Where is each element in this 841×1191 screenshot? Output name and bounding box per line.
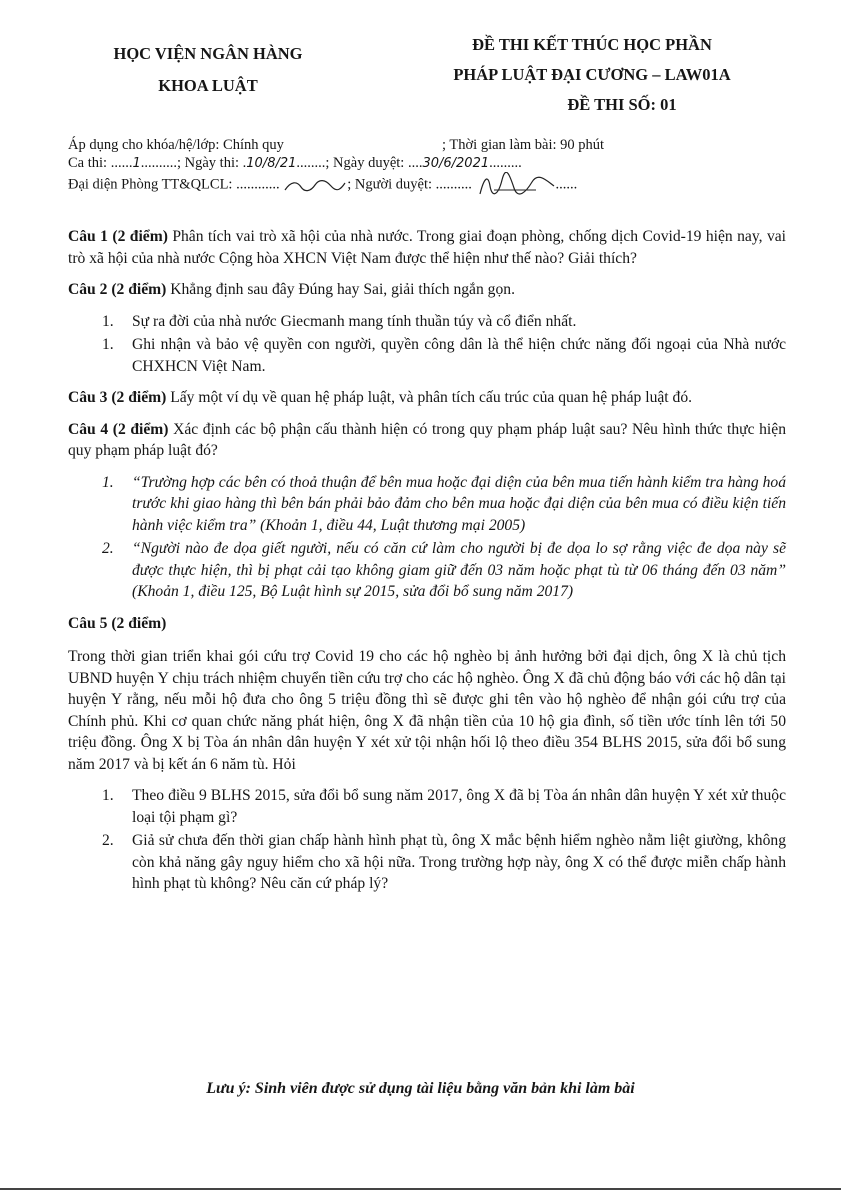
shift-suffix: ..........; Ngày thi: .: [140, 155, 247, 171]
question-5-item: [68, 785, 786, 828]
course-title: PHÁP LUẬT ĐẠI CƯƠNG – LAW01A: [453, 65, 731, 84]
duration-label: ; Thời gian làm bài: 90 phút: [442, 137, 605, 153]
question-4-item: [68, 538, 786, 603]
question-5-item: [68, 830, 786, 895]
question-4-text: Xác định các bộ phận cấu thành hiện có trong quy phạm pháp luật sau? Nêu hình thức thực hiện quy phạm pháp luật đó?: [68, 420, 786, 459]
apply-label: Áp dụng cho khóa/hệ/lớp: Chính quy: [68, 137, 284, 153]
approver-signature: [476, 172, 556, 198]
header-right: [392, 30, 792, 120]
approve-date-value: 30/6/2021: [422, 156, 490, 171]
item-number: 2.: [102, 540, 114, 557]
shift-value: 1: [132, 156, 141, 171]
question-1: [68, 226, 786, 269]
item-number: 1.: [102, 336, 114, 353]
item-text: “Trường hợp các bên có thoả thuận để bên mua hoặc đại diện của bên mua tiến hành kiểm tra hàng hoá trước khi giao hàng thì bên bán phải bảo đảm cho bên mua hoặc đại diện của bên mua có điều kiện tiến hành việc kiểm tra” (Khoản 1, điều 44, Luật thương mại 2005): [132, 473, 786, 534]
faculty-name: KHOA LUẬT: [158, 76, 258, 95]
exam-body: [68, 226, 786, 905]
question-3-text: Lấy một ví dụ về quan hệ pháp luật, và phân tích cấu trúc của quan hệ pháp luật đó.: [166, 389, 693, 406]
item-text: Theo điều 9 BLHS 2015, sửa đổi bổ sung năm 2017, ông X đã bị Tòa án nhân dân huyện Y xét xử thuộc loại tội phạm gì?: [132, 787, 786, 826]
question-2-item: [68, 334, 786, 377]
question-3: [68, 387, 786, 409]
header-left: [88, 38, 328, 102]
question-2-title: Câu 2 (2 điểm): [68, 281, 167, 298]
exam-title: ĐỀ THI KẾT THÚC HỌC PHẦN: [472, 35, 712, 54]
footer-note: Lưu ý: Sinh viên được sử dụng tài liệu bằng văn bản khi làm bài: [206, 1080, 635, 1097]
question-1-text: Phân tích vai trò xã hội của nhà nước. Trong giai đoạn phòng, chống dịch Covid-19 hiện nay, vai trò xã hội của nhà nước Cộng hòa XHCN Việt Nam được thể hiện như thế nào? Giải thích?: [68, 228, 786, 267]
item-number: 1.: [102, 787, 114, 804]
exam-meta: [68, 136, 605, 193]
item-text: “Người nào đe dọa giết người, nếu có căn cứ làm cho người bị đe dọa lo sợ rằng việc đe dọa này sẽ được thực hiện, thì bị phạt cải tạo không giam giữ đến 03 năm hoặc phạt tù từ 06 tháng đến 03 năm” (Khoản 1, điều 125, Bộ Luật hình sự 2015, sửa đổi bổ sung năm 2017): [132, 540, 786, 600]
question-2-text: Khẳng định sau đây Đúng hay Sai, giải thích ngắn gọn.: [166, 281, 515, 298]
item-text: Giả sử chưa đến thời gian chấp hành hình phạt tù, ông X mắc bệnh hiểm nghèo nằm liệt giường, không còn khả năng gây nguy hiểm cho xã hội nữa. Trong trường hợp này, ông X có thể được miễn chấp hành hình phạt tù không? Nêu căn cứ pháp lý?: [132, 832, 786, 892]
shift-prefix: Ca thi: ......: [68, 155, 133, 171]
rep-label: Đại diện Phòng TT&QLCL: ............: [68, 176, 280, 193]
question-4: [68, 419, 786, 462]
page-bottom-edge: [0, 1188, 841, 1190]
approve-date-suffix: .........: [489, 155, 522, 171]
approver-suffix: ......: [555, 176, 578, 193]
question-3-title: Câu 3 (2 điểm): [68, 389, 167, 406]
question-5-list: [68, 785, 786, 895]
rep-suffix: ; Người duyệt: ..........: [347, 176, 472, 193]
question-4-item: [68, 472, 786, 537]
exam-date-suffix: ........; Ngày duyệt: ....: [296, 155, 423, 171]
exam-code: ĐỀ THI SỐ: 01: [567, 95, 677, 114]
institution-name: HỌC VIỆN NGÂN HÀNG: [113, 44, 303, 63]
question-4-list: [68, 472, 786, 603]
question-1-title: Câu 1 (2 điểm): [68, 228, 168, 245]
meta-row-rep: [68, 172, 578, 193]
question-2-list: [68, 311, 786, 378]
question-2: [68, 279, 786, 301]
question-4-title: Câu 4 (2 điểm): [68, 420, 169, 438]
exam-date-value: 10/8/21: [246, 156, 297, 171]
question-5-title: Câu 5 (2 điểm): [68, 614, 167, 632]
item-number: 1.: [102, 473, 114, 491]
item-number: 2.: [102, 832, 114, 849]
item-number: 1.: [102, 312, 114, 330]
rep-signature: [283, 177, 347, 193]
question-5-text: Trong thời gian triển khai gói cứu trợ Covid 19 cho các hộ nghèo bị ảnh hưởng bởi đại dịch, ông X là chủ tịch UBND huyện Y chịu trách nhiệm chuyển tiền cứu trợ cho các hộ nghèo. Ông X đã chủ động báo với các hộ dân tại huyện Y rằng, nếu mỗi hộ đưa cho ông 5 triệu đồng thì sẽ được ghi tên vào hộ nghèo để nhận gói cứu trợ của Chính phủ. Khi cơ quan chức năng phát hiện, ông X đã nhận tiền của 10 hộ gia đình, số tiền ước tính lên tới 50 triệu đồng. Ông X bị Tòa án nhân dân huyện Y xét xử tội nhận hối lộ theo điều 354 BLHS 2015, sửa đổi bổ sung năm 2017 và bị kết án 6 năm tù. Hỏi: [68, 648, 786, 773]
meta-row-apply: [68, 136, 605, 154]
item-text: Sự ra đời của nhà nước Giecmanh mang tính thuần túy và cổ điển nhất.: [132, 312, 577, 330]
question-2-item: [68, 311, 786, 333]
item-text: Ghi nhận và bảo vệ quyền con người, quyền công dân là thể hiện chức năng đối ngoại của Nhà nước CHXHCN Việt Nam.: [132, 336, 786, 375]
meta-row-shift: [68, 154, 577, 172]
